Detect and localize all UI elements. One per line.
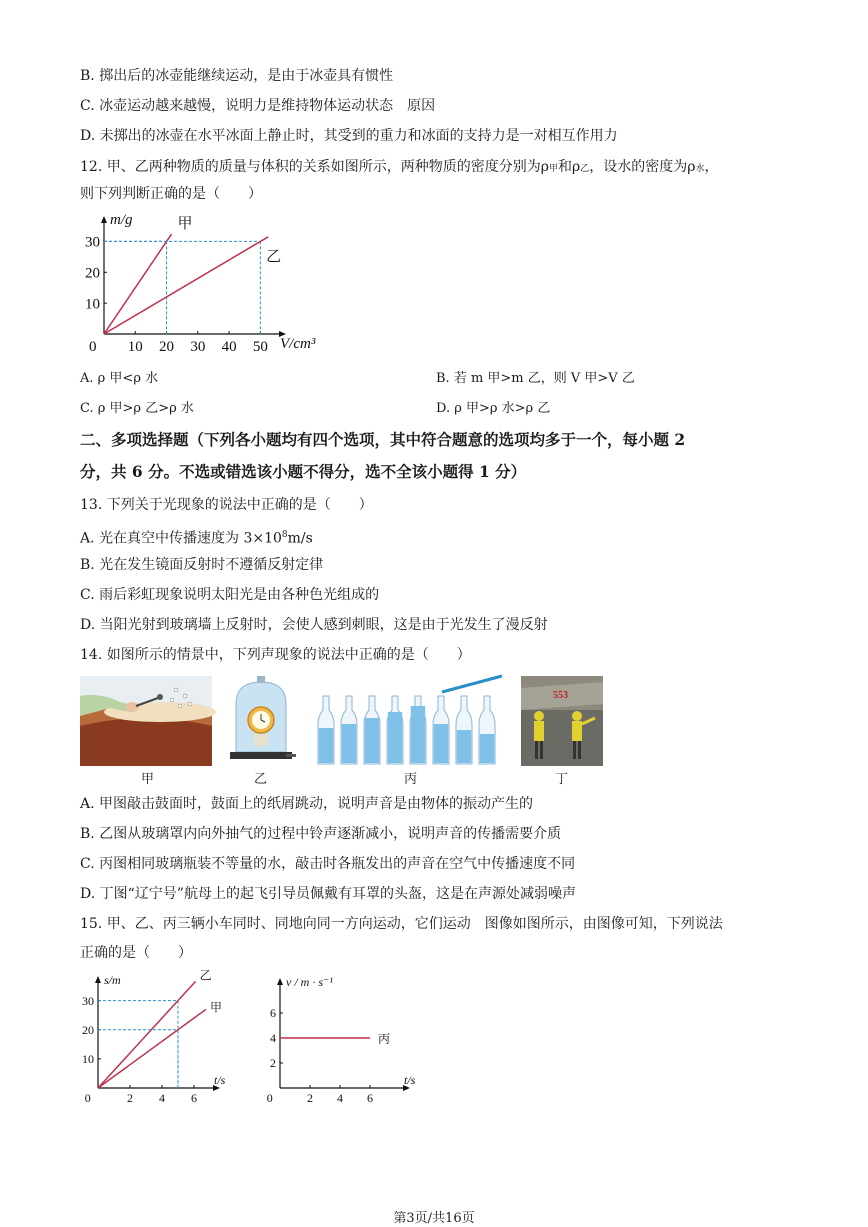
bottle-water	[411, 706, 425, 763]
x-tick-label: 4	[159, 1091, 165, 1105]
bottle-water	[365, 718, 379, 763]
x-tick-label: 30	[190, 339, 206, 355]
series-label: 乙	[199, 968, 212, 983]
distance-time-chart	[82, 968, 234, 1108]
x-tick-label: 0	[84, 1091, 91, 1105]
y-axis-arrow	[101, 216, 107, 223]
q12-stem-end: ，	[704, 159, 719, 175]
mass-volume-chart	[78, 212, 316, 366]
q12-option-a: A. ρ 甲<ρ 水	[80, 371, 159, 386]
series-line	[98, 981, 196, 1088]
bottle-water	[457, 730, 471, 763]
x-tick-label: 4	[337, 1091, 343, 1105]
q13-option-d: D. 当阳光射到玻璃墙上反射时，会使人感到刺眼，这是由于光发生了漫反射	[80, 617, 548, 633]
caption-ding: 丁	[555, 772, 569, 787]
q13-option-a-text: A. 光在真空中传播速度为 3×10	[80, 530, 282, 547]
series-label: 甲	[210, 1000, 223, 1015]
y-tick-label: 4	[270, 1031, 276, 1046]
series-line	[104, 237, 268, 334]
series-line	[104, 234, 172, 334]
y-tick-label: 10	[85, 296, 100, 313]
y-tick-label: 20	[82, 1022, 94, 1037]
series-line	[98, 1009, 206, 1088]
striking-stick	[442, 676, 502, 692]
q14-option-b: B. 乙图从玻璃罩内向外抽气的过程中铃声逐渐减小，说明声音的传播需要介质	[80, 826, 562, 842]
y-axis-label: v / m · s⁻¹	[286, 975, 333, 989]
bottle-water	[480, 734, 494, 763]
q13-option-a	[80, 525, 313, 549]
q15-stem-line1: 15. 甲、乙、丙三辆小车同时、同地向同一方向运动，它们运动 图像如图所示，由图像可知，下列说法	[80, 916, 723, 932]
q11-option-d: D. 未掷出的冰壶在水平冰面上静止时，其受到的重力和冰面的支持力是一对相互作用力	[80, 128, 618, 144]
drum-illustration	[80, 676, 212, 766]
y-axis-label: m/g	[110, 212, 133, 228]
x-tick-label: 6	[367, 1091, 373, 1105]
q15-stem-line2: 正确的是（ ）	[80, 945, 192, 961]
series-label: 丙	[378, 1032, 391, 1046]
y-axis-arrow	[277, 978, 283, 985]
q12-option-b: B. 若 m 甲>m 乙，则 V 甲>V 乙	[436, 371, 635, 386]
caption-bing: 丙	[404, 772, 418, 787]
rho-symbol: ρ	[540, 159, 549, 175]
x-tick-label: 10	[127, 339, 143, 355]
bottle-water	[388, 712, 402, 763]
series-label: 乙	[266, 248, 282, 265]
q13-stem: 13. 下列关于光现象的说法中正确的是（ ）	[80, 497, 373, 513]
bell-jar-illustration	[224, 676, 298, 766]
y-tick-label: 20	[85, 265, 100, 282]
x-tick-label: 6	[191, 1091, 197, 1105]
carrier-deck-photo	[521, 676, 603, 766]
q14-option-a: A. 甲图敲击鼓面时，鼓面上的纸屑跳动，说明声音是由物体的振动产生的	[80, 796, 534, 812]
q12-stem-line1	[80, 157, 718, 179]
q12-stem-text-b: ，设水的密度为	[589, 159, 688, 175]
y-tick-label: 10	[82, 1052, 94, 1067]
q14-stem: 14. 如图所示的情景中，下列声现象的说法中正确的是（ ）	[80, 647, 471, 663]
q13-option-b: B. 光在发生镜面反射时不遵循反射定律	[80, 557, 324, 573]
q13-option-c: C. 雨后彩虹现象说明太阳光是由各种色光组成的	[80, 587, 380, 603]
x-tick-label: 20	[159, 339, 175, 355]
q12-option-c: C. ρ 甲>ρ 乙>ρ 水	[80, 401, 194, 416]
q12-option-d: D. ρ 甲>ρ 水>ρ 乙	[436, 401, 551, 416]
y-axis-label: s/m	[104, 973, 121, 987]
bottles-illustration	[314, 672, 506, 766]
rho-symbol: ρ	[571, 159, 581, 175]
x-tick-label: 0	[266, 1091, 273, 1105]
caption-yi: 乙	[254, 772, 268, 787]
q11-option-b: B. 掷出后的冰壶能继续运动，是由于冰壶具有惯性	[80, 68, 394, 84]
plane-number-label: 553	[553, 690, 568, 701]
x-axis-label: V/cm³	[280, 336, 316, 352]
sub-jia: 甲	[548, 164, 558, 174]
caption-jia: 甲	[141, 772, 155, 787]
q14-option-c: C. 丙图相同玻璃瓶装不等量的水，敲击时各瓶发出的声音在空气中传播速度不同	[80, 856, 576, 872]
y-tick-label: 30	[82, 993, 94, 1008]
x-axis-label: t/s	[404, 1073, 416, 1087]
y-tick-label: 6	[270, 1006, 276, 1021]
y-axis-arrow	[95, 976, 101, 983]
x-tick-label: 0	[89, 339, 97, 355]
unit: m/s	[287, 530, 313, 547]
velocity-time-chart	[266, 975, 426, 1108]
x-tick-label: 2	[127, 1091, 133, 1105]
bottle-water	[342, 724, 356, 763]
x-axis-label: t/s	[214, 1073, 226, 1087]
y-tick-label: 30	[85, 234, 100, 251]
series-label: 甲	[177, 216, 193, 233]
x-tick-label: 40	[221, 339, 237, 355]
x-tick-label: 2	[307, 1091, 313, 1105]
exponent: 8	[281, 530, 288, 540]
page-footer: 第3页/共16页	[393, 1211, 475, 1226]
x-tick-label: 50	[252, 339, 268, 355]
q14-option-d: D. 丁图“辽宁号”航母上的起飞引导员佩戴有耳罩的头盔，这是在声源处减弱噪声	[80, 886, 576, 902]
section-heading-line1: 二、多项选择题（下列各小题均有四个选项，其中符合题意的选项均多于一个，每小题 2	[80, 430, 686, 449]
q12-he: 和	[557, 159, 572, 175]
section-heading-line2: 分，共 6 分。不选或错选该小题不得分，选不全该小题得 1 分）	[80, 462, 527, 481]
rho-symbol: ρ	[687, 159, 696, 175]
q12-stem-line2: 则下列判断正确的是（ ）	[80, 186, 262, 202]
sub-yi: 乙	[580, 164, 590, 174]
sub-shui: 水	[695, 164, 705, 174]
bottle-water	[319, 728, 333, 763]
q11-option-c: C. 冰壶运动越来越慢，说明力是维持物体运动状态 原因	[80, 98, 436, 114]
bottle-water	[434, 724, 448, 763]
q12-stem-text: 12. 甲、乙两种物质的质量与体积的关系如图所示，两种物质的密度分别为	[80, 159, 541, 175]
y-tick-label: 2	[270, 1056, 276, 1071]
